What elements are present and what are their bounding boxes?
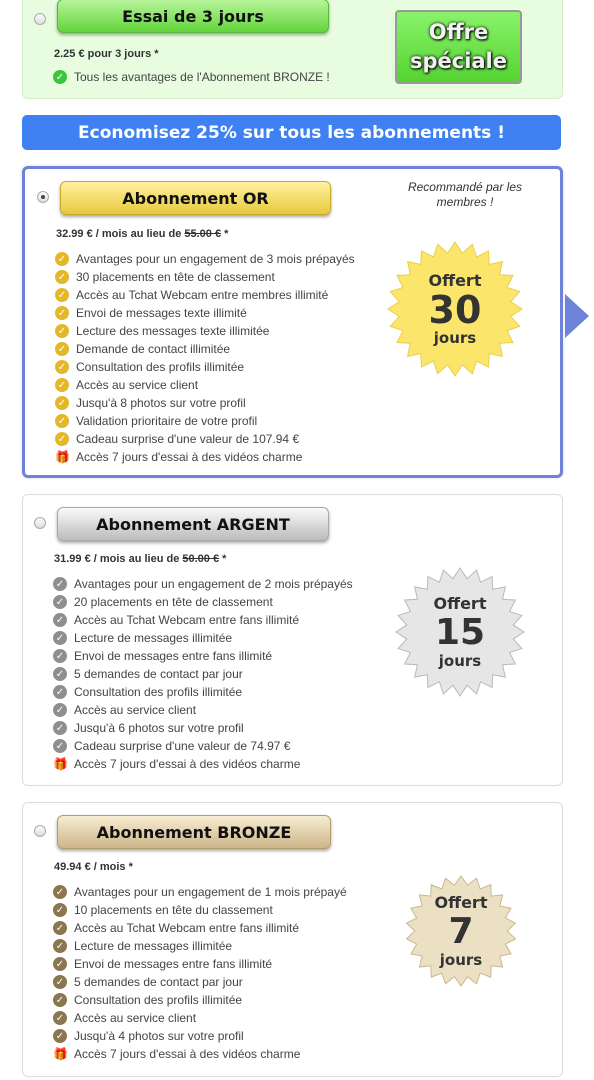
plan-bronze-title-button[interactable]: Abonnement BRONZE	[57, 815, 331, 849]
plan-bronze-features	[53, 883, 347, 1063]
feature-item: ✓ 20 placements en tête de classement	[53, 593, 353, 611]
check-icon	[55, 252, 69, 266]
plan-argent-price: 31.99 € / mois au lieu de 50.00 € *	[54, 553, 227, 565]
feature-item: ✓ Lecture de messages illimitée	[53, 937, 347, 955]
check-icon	[53, 993, 67, 1007]
check-icon	[53, 885, 67, 899]
plan-argent-radio[interactable]	[34, 517, 46, 529]
feature-item: 🎁 Accès 7 jours d'essai à des vidéos charme	[55, 450, 303, 464]
feature-item: ✓ Lecture des messages texte illimitée	[55, 322, 355, 340]
feature-item: ✓ Consultation des profils illimitée	[53, 991, 347, 1009]
check-icon	[53, 595, 67, 609]
check-icon	[53, 631, 67, 645]
gift-icon: 🎁	[53, 757, 68, 771]
plan-argent-title-button[interactable]: Abonnement ARGENT	[57, 507, 329, 541]
feature-item: ✓ 30 placements en tête de classement	[55, 268, 355, 286]
feature-item: ✓ Jusqu'à 8 photos sur votre profil	[55, 394, 355, 412]
feature-item: ✓ Accès au Tchat Webcam entre membres illimité	[55, 286, 355, 304]
check-icon	[55, 324, 69, 338]
feature-item: ✓ Avantages pour un engagement de 2 mois prépayés	[53, 575, 353, 593]
plan-card-argent[interactable]	[22, 494, 563, 786]
check-icon	[53, 1011, 67, 1025]
plan-or-title-button[interactable]: Abonnement OR	[60, 181, 331, 215]
feature-item: ✓ Cadeau surprise d'une valeur de 74.97 €	[53, 737, 353, 755]
plan-card-or[interactable]	[22, 166, 563, 478]
recommended-label: Recommandé par les membres !	[407, 180, 523, 209]
check-icon	[53, 613, 67, 627]
check-icon	[53, 577, 67, 591]
plan-card-bronze[interactable]	[22, 802, 563, 1077]
feature-item: ✓ Jusqu'à 4 photos sur votre profil	[53, 1027, 347, 1045]
feature-item: ✓ Envoi de messages entre fans illimité	[53, 955, 347, 973]
feature-item: ✓ 10 placements en tête du classement	[53, 901, 347, 919]
check-icon	[55, 414, 69, 428]
plan-bronze-radio[interactable]	[34, 825, 46, 837]
offer-15-days-badge: Offert 15 jours	[395, 567, 525, 697]
feature-item: ✓ 5 demandes de contact par jour	[53, 665, 353, 683]
savings-banner: Economisez 25% sur tous les abonnements !	[22, 115, 561, 150]
feature-item: ✓ Accès au service client	[55, 376, 355, 394]
plan-or-radio[interactable]	[37, 191, 49, 203]
trial-feature: ✓ Tous les avantages de l'Abonnement BRONZE !	[53, 68, 330, 86]
trial-radio[interactable]	[34, 13, 46, 25]
plan-or-old-price: 55.00 €	[184, 228, 222, 240]
check-icon	[53, 903, 67, 917]
check-icon	[53, 957, 67, 971]
check-icon	[53, 649, 67, 663]
feature-item: ✓ Demande de contact illimitée	[55, 340, 355, 358]
plan-argent-features	[53, 575, 353, 773]
feature-item: ✓ Envoi de messages entre fans illimité	[53, 647, 353, 665]
check-icon	[55, 306, 69, 320]
check-icon	[55, 288, 69, 302]
feature-item: 🎁 Accès 7 jours d'essai à des vidéos charme	[53, 1047, 301, 1061]
check-icon	[53, 685, 67, 699]
feature-item: ✓ Lecture de messages illimitée	[53, 629, 353, 647]
plan-argent-old-price: 50.00 €	[182, 553, 220, 565]
plan-bronze-price: 49.94 € / mois *	[54, 861, 133, 873]
feature-item: ✓ Envoi de messages texte illimité	[55, 304, 355, 322]
feature-item: ✓ 5 demandes de contact par jour	[53, 973, 347, 991]
check-icon	[55, 270, 69, 284]
gift-icon: 🎁	[55, 450, 70, 464]
trial-title-button[interactable]: Essai de 3 jours	[57, 0, 329, 33]
check-icon	[55, 396, 69, 410]
plan-or-price: 32.99 € / mois au lieu de 55.00 € *	[56, 228, 229, 240]
check-icon	[55, 342, 69, 356]
feature-item: ✓ Cadeau surprise d'une valeur de 107.94 €	[55, 430, 355, 448]
selected-plan-arrow	[565, 294, 589, 338]
plan-or-features	[55, 250, 355, 466]
check-icon	[55, 432, 69, 446]
feature-item: ✓ Accès au Tchat Webcam entre fans illimité	[53, 919, 347, 937]
check-icon	[53, 667, 67, 681]
gift-icon: 🎁	[53, 1047, 68, 1061]
check-icon	[53, 70, 67, 84]
feature-item: ✓ Accès au Tchat Webcam entre fans illimité	[53, 611, 353, 629]
feature-item: 🎁 Accès 7 jours d'essai à des vidéos charme	[53, 757, 301, 771]
offer-30-days-badge: Offert 30 jours	[387, 241, 523, 377]
offer-7-days-badge: Offert 7 jours	[405, 875, 517, 987]
feature-item: ✓ Accès au service client	[53, 1009, 347, 1027]
check-icon	[55, 360, 69, 374]
trial-plan-card[interactable]	[22, 0, 563, 99]
feature-item: ✓ Avantages pour un engagement de 1 mois prépayé	[53, 883, 347, 901]
check-icon	[53, 703, 67, 717]
check-icon	[53, 721, 67, 735]
feature-item: ✓ Consultation des profils illimitée	[55, 358, 355, 376]
check-icon	[53, 921, 67, 935]
check-icon	[53, 1029, 67, 1043]
feature-item: ✓ Consultation des profils illimitée	[53, 683, 353, 701]
trial-price: 2.25 € pour 3 jours *	[54, 48, 159, 60]
check-icon	[53, 739, 67, 753]
special-offer-badge: Offre spéciale	[395, 10, 522, 84]
check-icon	[53, 939, 67, 953]
feature-item: ✓ Validation prioritaire de votre profil	[55, 412, 355, 430]
check-icon	[53, 975, 67, 989]
feature-item: ✓ Accès au service client	[53, 701, 353, 719]
check-icon	[55, 378, 69, 392]
feature-item: ✓ Avantages pour un engagement de 3 mois prépayés	[55, 250, 355, 268]
feature-item: ✓ Jusqu'à 6 photos sur votre profil	[53, 719, 353, 737]
